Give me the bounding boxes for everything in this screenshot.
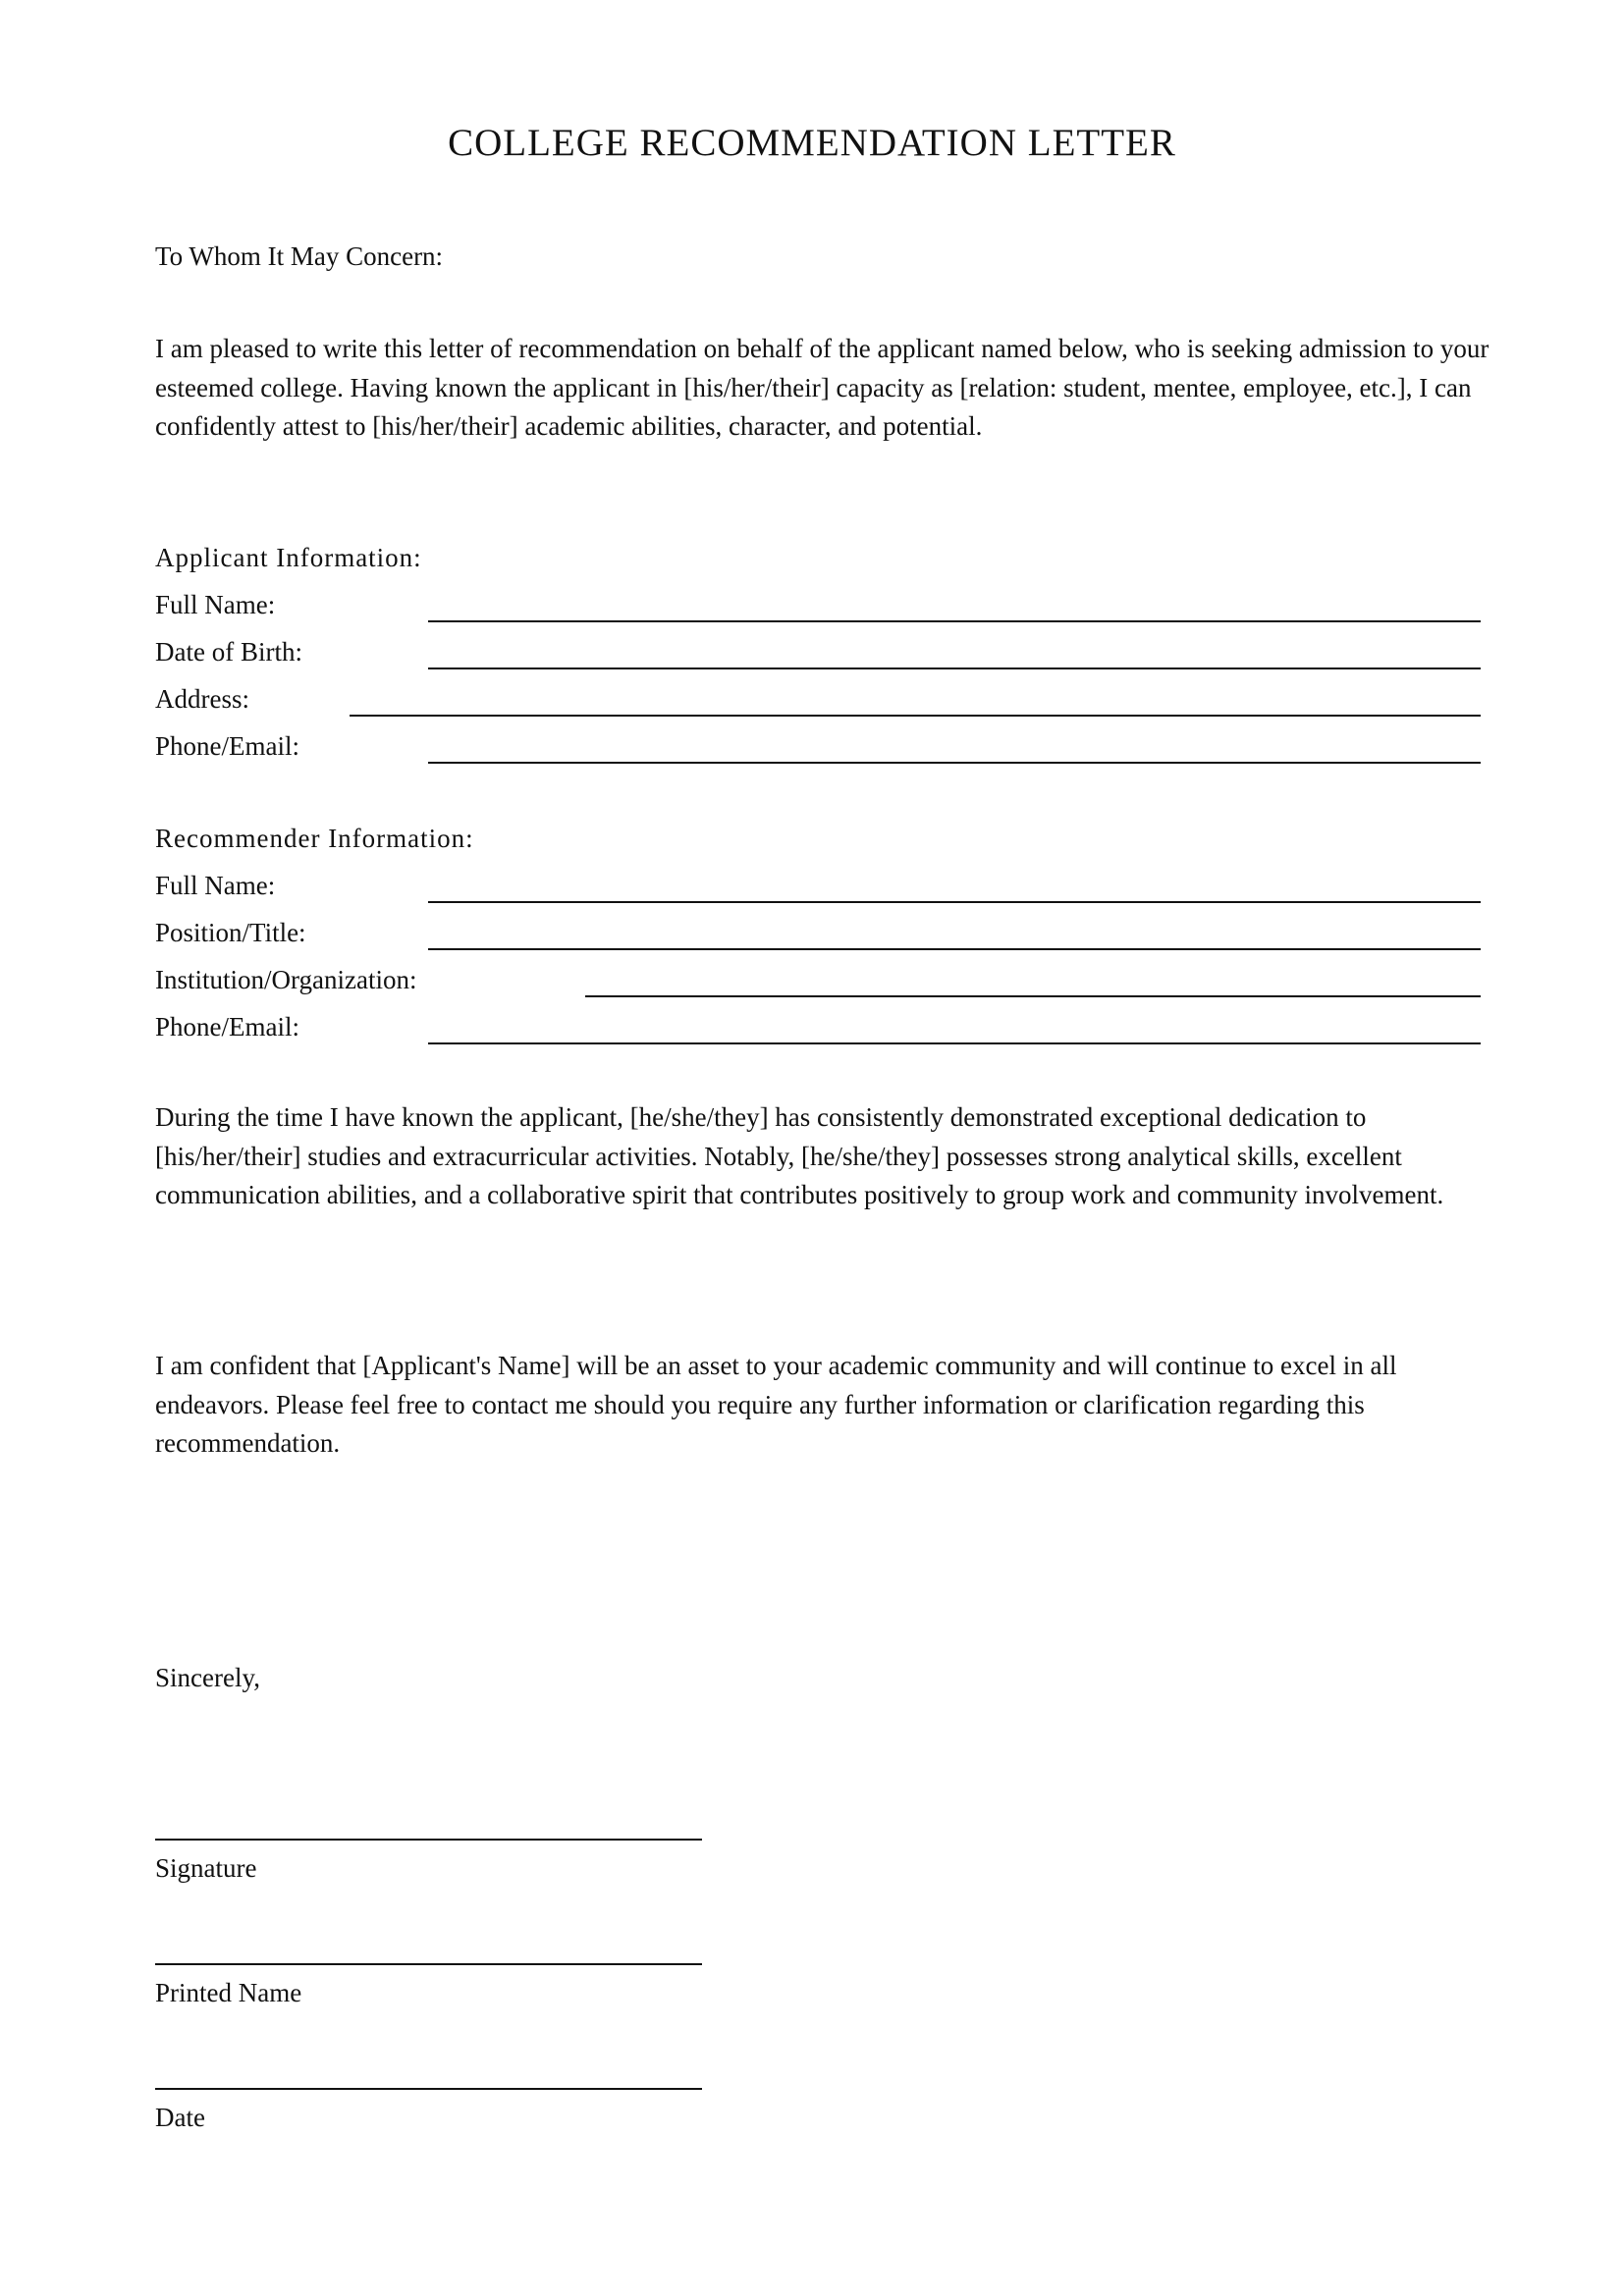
salutation: To Whom It May Concern: <box>155 241 444 271</box>
recommender-phone-email-row <box>155 1007 1481 1054</box>
recommender-full-name-field[interactable] <box>428 901 1481 903</box>
applicant-full-name-row <box>155 585 1481 632</box>
recommender-institution-field[interactable] <box>585 995 1481 997</box>
recommender-position-title-label: Position/Title: <box>155 918 306 947</box>
signature-label: Signature <box>155 1853 257 1883</box>
date-label: Date <box>155 2103 205 2132</box>
applicant-full-name-label: Full Name: <box>155 590 276 619</box>
applicant-phone-email-field[interactable] <box>428 762 1481 764</box>
recommender-position-title-row <box>155 913 1481 960</box>
signature-field[interactable] <box>155 1839 702 1841</box>
date-field[interactable] <box>155 2088 702 2090</box>
applicant-phone-email-label: Phone/Email: <box>155 731 299 761</box>
applicant-full-name-field[interactable] <box>428 620 1481 622</box>
body-paragraph-2: I am confident that [Applicant's Name] will be an asset to your academic community and will continue to excel in all endeavors. Please feel free to contact me should you require any further information or clarification regarding this recommendation. <box>155 1351 1397 1458</box>
applicant-date-of-birth-field[interactable] <box>428 667 1481 669</box>
applicant-date-of-birth-label: Date of Birth: <box>155 637 302 667</box>
recommender-phone-email-label: Phone/Email: <box>155 1012 299 1041</box>
recommender-position-title-field[interactable] <box>428 948 1481 950</box>
recommender-institution-row <box>155 960 1481 1007</box>
applicant-section-heading: Applicant Information: <box>155 543 422 572</box>
recommender-section-heading: Recommender Information: <box>155 824 474 853</box>
closing: Sincerely, <box>155 1663 260 1692</box>
recommender-full-name-label: Full Name: <box>155 871 276 900</box>
recommender-full-name-row <box>155 866 1481 913</box>
recommender-phone-email-field[interactable] <box>428 1042 1481 1044</box>
applicant-phone-email-row <box>155 726 1481 774</box>
printed-name-label: Printed Name <box>155 1978 302 2007</box>
applicant-address-field[interactable] <box>350 715 1481 717</box>
body-paragraph-1: During the time I have known the applicant, [he/she/they] has consistently demonstrated exceptional dedication to [his/her/their] studies and extracurricular activities. Notably, [he/she/they] possesses strong analytical skills, excellent communication abilities, and a collaborative spirit that contributes positively to group work and community involvement. <box>155 1102 1444 1209</box>
applicant-date-of-birth-row <box>155 632 1481 679</box>
page-title: COLLEGE RECOMMENDATION LETTER <box>448 122 1176 164</box>
applicant-address-label: Address: <box>155 684 249 714</box>
applicant-address-row <box>155 679 1481 726</box>
printed-name-field[interactable] <box>155 1963 702 1965</box>
intro-paragraph: I am pleased to write this letter of recommendation on behalf of the applicant named below, who is seeking admission to your esteemed college. Having known the applicant in [his/her/their] capacity as [relation: student, mentee, employee, etc.], I can confidently attest to [his/her/their] academic abilities, character, and potential. <box>155 334 1489 441</box>
recommender-institution-label: Institution/Organization: <box>155 965 417 994</box>
